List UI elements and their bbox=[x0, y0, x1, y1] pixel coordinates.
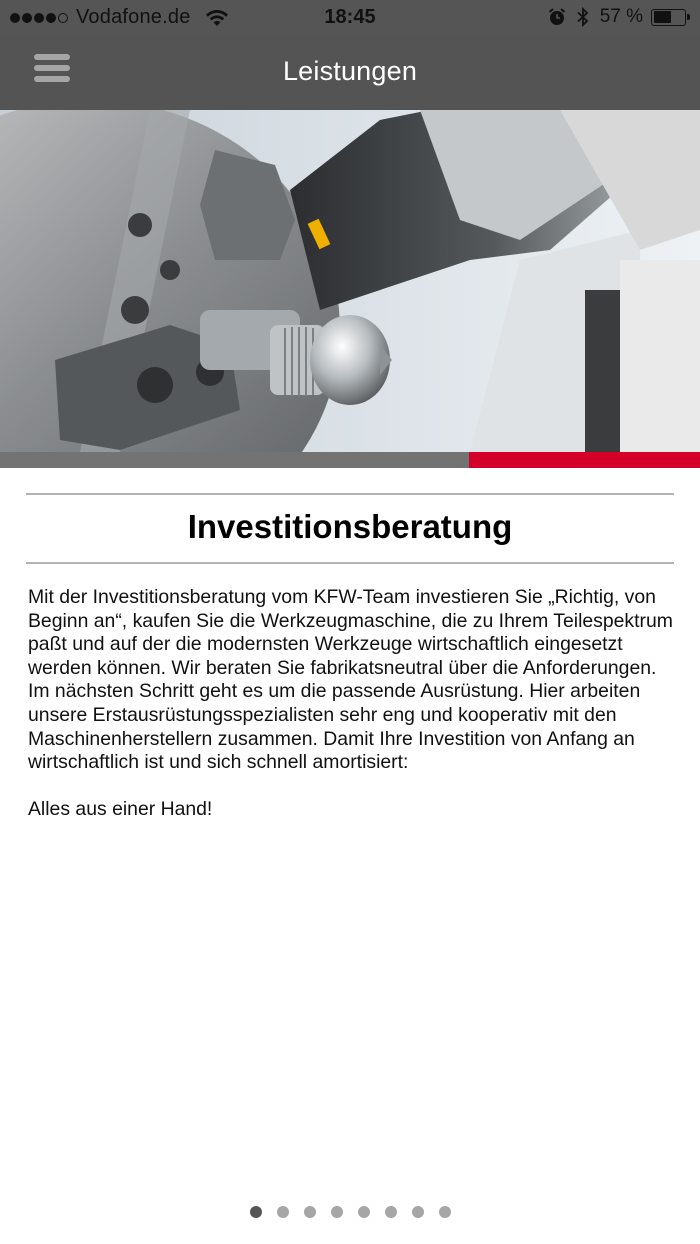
alarm-icon bbox=[548, 6, 566, 28]
page-dot-1[interactable] bbox=[250, 1206, 262, 1218]
title-divider-top bbox=[26, 493, 674, 495]
carrier-name: Vodafone.de bbox=[76, 6, 191, 28]
page-title: Leistungen bbox=[282, 56, 418, 86]
section-title: Investitionsberatung bbox=[187, 508, 513, 545]
clock: 18:45 bbox=[324, 6, 376, 28]
accent-bar-gray bbox=[0, 452, 469, 468]
nav-header bbox=[0, 36, 700, 110]
body-paragraph-tagline: Alles aus einer Hand! bbox=[28, 798, 213, 821]
page-dot-2[interactable] bbox=[277, 1206, 289, 1218]
title-divider-bottom bbox=[26, 562, 674, 564]
battery-icon bbox=[651, 9, 690, 26]
body-paragraph: Mit der Investitionsberatung vom KFW-Team investieren Sie „Richtig, von Beginn an“, kaufen Sie die Werkzeugmaschine, die zu Ihrem Teilespektrum paßt und auf der die modernsten Werkzeuge wirtschaftlich eingesetzt werden können. Wir beraten Sie fabrikatsneutral über die Anforderungen. Im nächsten Schritt geht es um die passende Ausrüstung. Hier arbeiten unsere Erstausrüstungsspezialisten sehr eng und kooperativ mit den Maschinenherstellern zusammen. Damit Ihre Investition von Anfang an wirtschaftlich ist und sich schnell amortisiert: bbox=[28, 586, 673, 774]
page-dot-6[interactable] bbox=[385, 1206, 397, 1218]
page-indicator bbox=[0, 1206, 700, 1218]
page-dot-3[interactable] bbox=[304, 1206, 316, 1218]
page-dot-7[interactable] bbox=[412, 1206, 424, 1218]
section-body bbox=[28, 586, 678, 822]
bluetooth-icon bbox=[574, 6, 592, 28]
cnc-lathe-image bbox=[0, 110, 700, 452]
status-bar bbox=[0, 0, 700, 36]
page-dot-5[interactable] bbox=[358, 1206, 370, 1218]
accent-bar-red bbox=[469, 452, 700, 468]
battery-percent: 57 % bbox=[599, 6, 643, 27]
accent-bar bbox=[0, 452, 700, 468]
hero-image bbox=[0, 110, 700, 452]
page-dot-4[interactable] bbox=[331, 1206, 343, 1218]
status-right bbox=[548, 6, 690, 28]
page-dot-8[interactable] bbox=[439, 1206, 451, 1218]
